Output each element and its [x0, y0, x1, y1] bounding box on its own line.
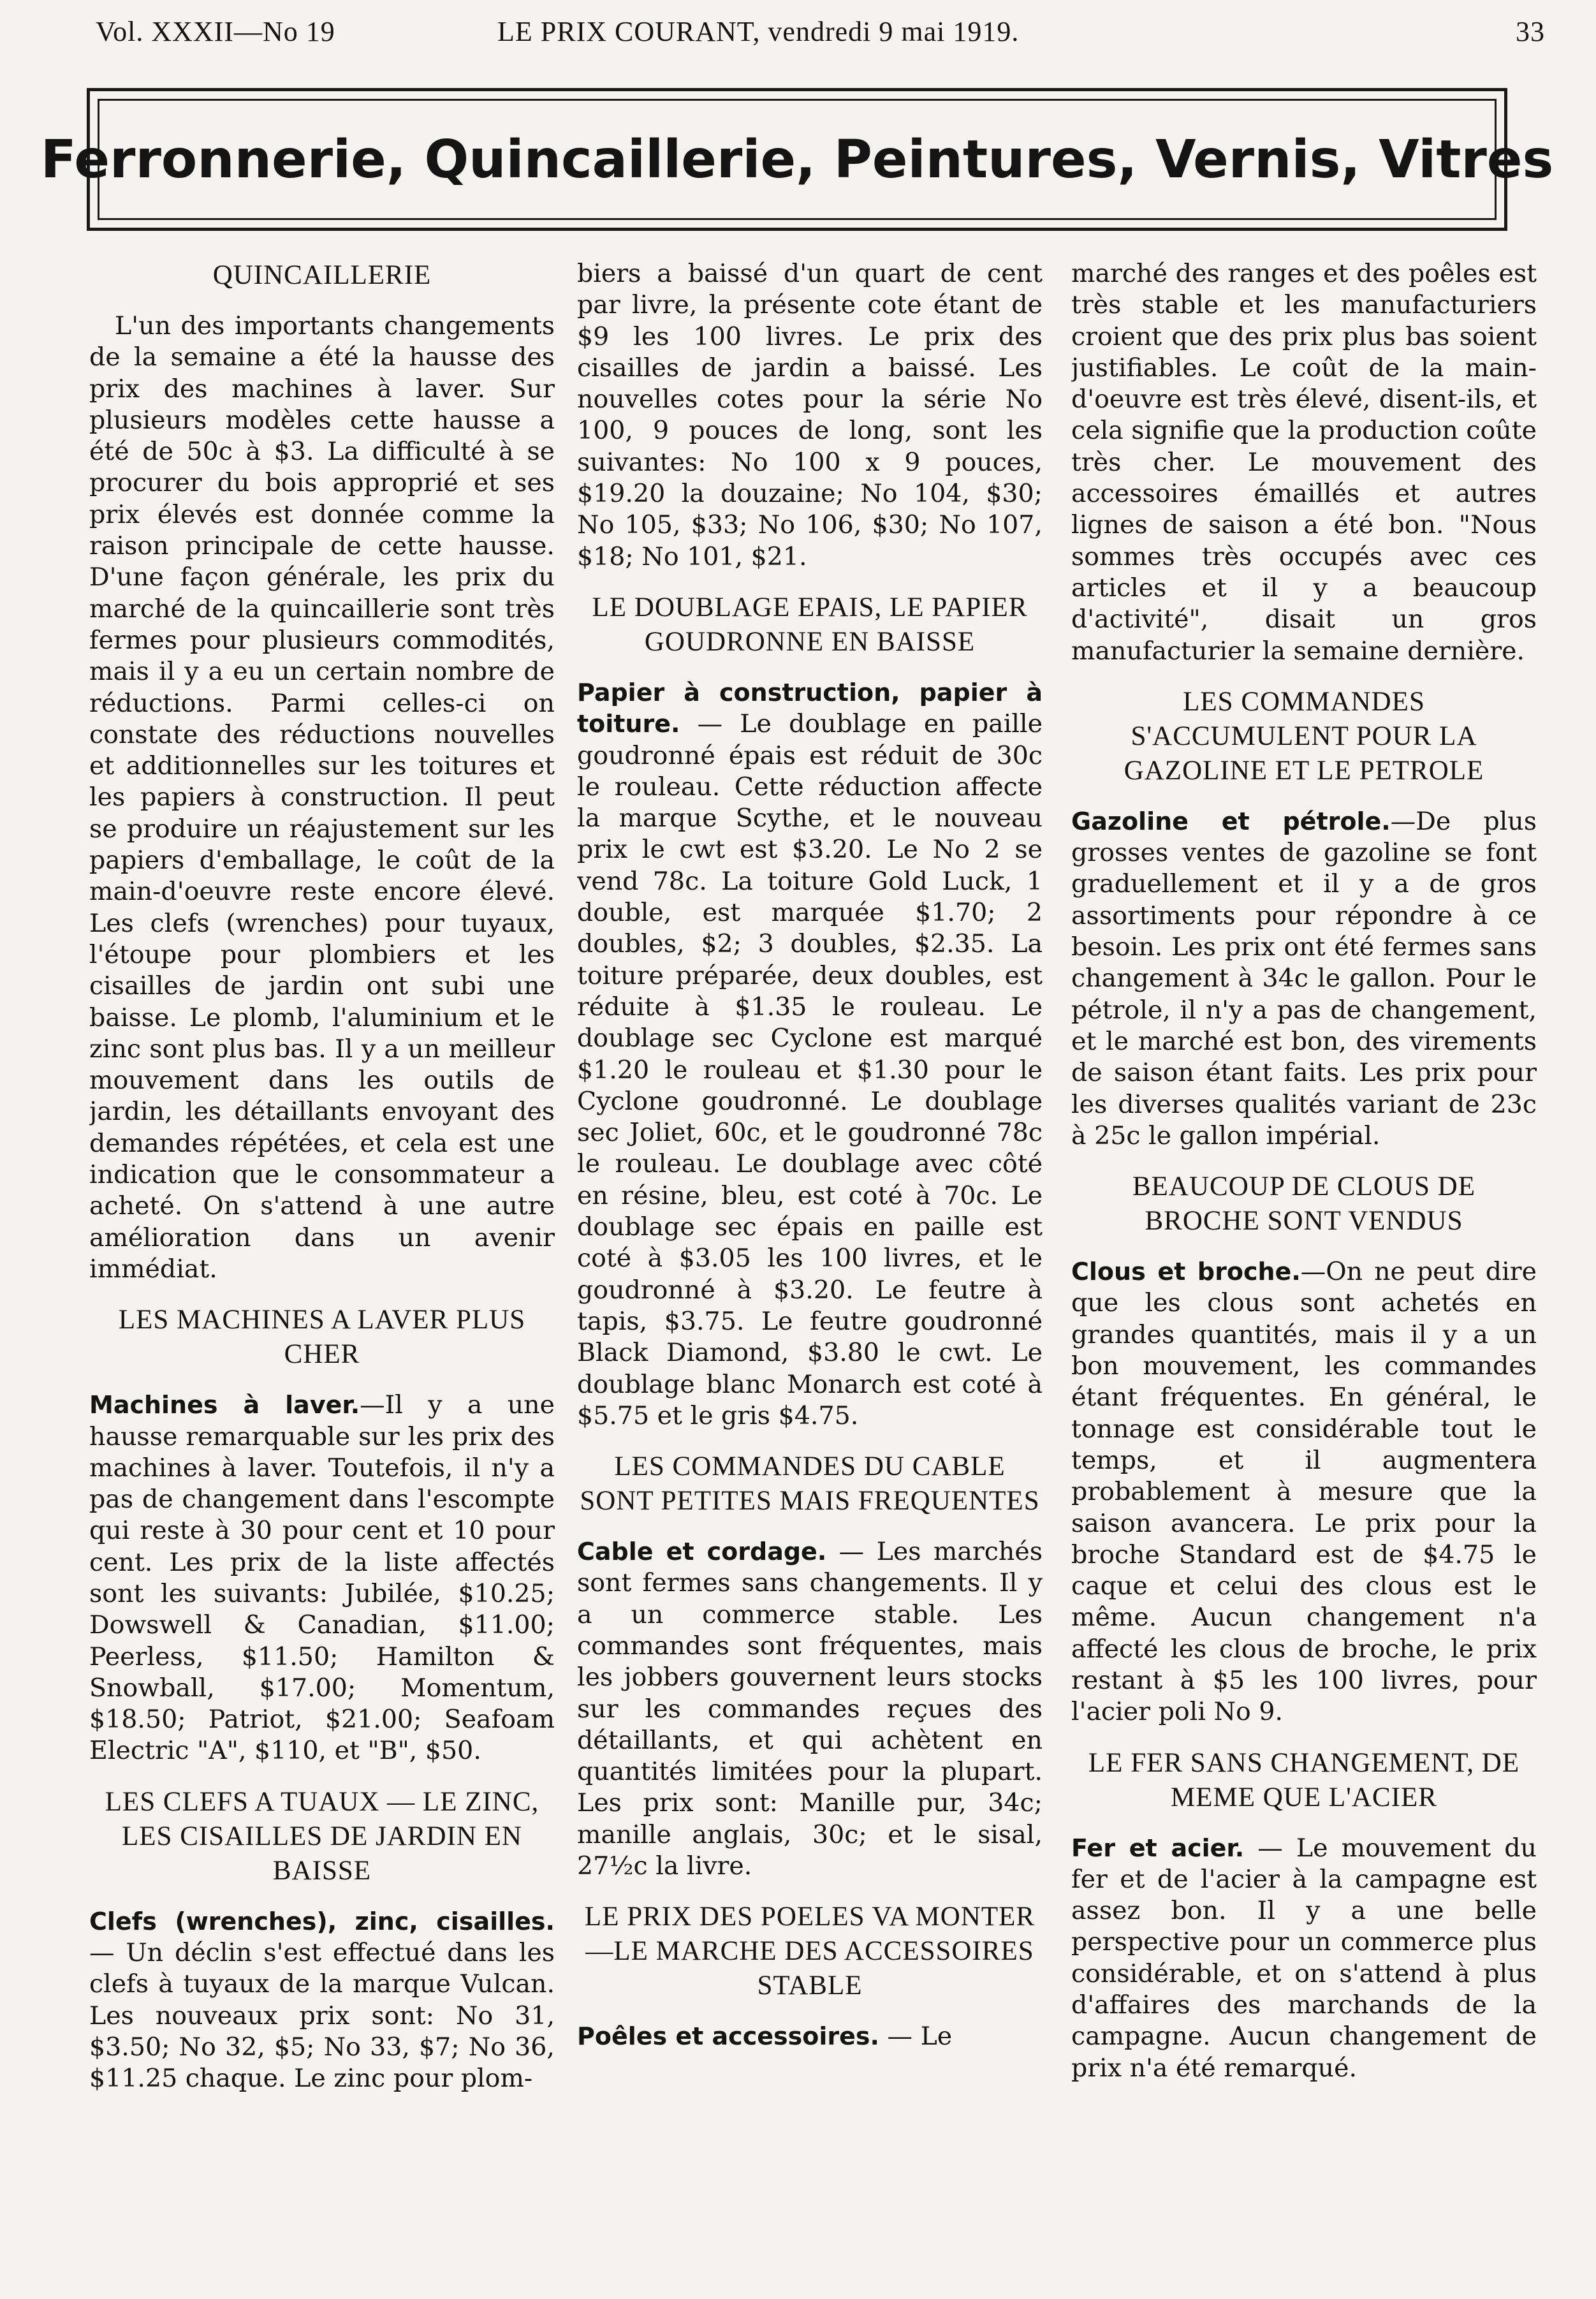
lead-poeles: Poêles et accessoires. [577, 2022, 879, 2051]
lead-machines-a-laver: Machines à laver. [89, 1391, 360, 1420]
heading-cable: LES COMMANDES DU CABLE SONT PETITES MAIS FREQUENTES [580, 1451, 1040, 1517]
paragraph-quincaillerie: L'un des importants changements de la semaine a été la hausse des prix des machines à laver. Sur plusieurs modèles cette hausse a été de 50c à $3. La difficulté à se procurer du bois approprié et ses prix élevés est donnée comme la raison principale de cette hausse. D'une façon générale, les prix du marché de la quincaillerie sont très fermes pour plusieurs commodités, mais il y a eu un certain nombre de réductions. Parmi celles-ci on constate des réductions nouvelles et additionnelles sur les toitures et les papiers à construction. Il peut se produire un réajustement sur les papiers d'emballage, le coût de la main-d'oeuvre reste encore élevé. Les clefs (wrenches) pour tuyaux, l'étoupe pour plombiers et les cisailles de jardin ont subi une baisse. Le plomb, l'aluminium et le zinc sont plus bas. Il y a un meilleur mouvement dans les outils de jardin, les détaillants envoyant des demandes répétées, et cela est une indication que le consommateur a acheté. On s'attend à une autre amélioration dans un avenir immédiat. [89, 311, 555, 1284]
column-3 [1071, 258, 1537, 2210]
paragraph-clefs-zinc [89, 1906, 555, 2095]
column-1 [89, 258, 555, 2210]
text-gazoline: —De plus grosses ventes de gazoline se font graduellement et il y a de gros assortiments pour répondre à ce besoin. Les prix ont été fermes sans changement à 34c le gallon. Pour le pétrole, il n'y a pas de changement, et le marché est bon, des virements de saison étant faits. Les prix pour les diverses qualités variant de 23c à 25c le gallon impérial. [1071, 806, 1537, 1150]
paragraph-fer-acier [1071, 1833, 1537, 2084]
paragraph-zinc-continued: biers a baissé d'un quart de cent par livre, la présente cote étant de $9 les 100 livres. Le prix des cisailles de jardin a baissé. Les nouvelles cotes pour la série No 100, 9 pouces de long, sont les suivantes: No 100 x 9 pouces, $19.20 la douzaine; No 104, $30; No 105, $33; No 106, $30; No 107, $18; No 101, $21. [577, 259, 1043, 571]
paragraph-doublage [577, 677, 1043, 1432]
page-header [96, 11, 1545, 56]
paragraph-poeles [577, 2021, 1043, 2052]
section-title: Ferronnerie, Quincaillerie, Peintures, Vernis, Vitres [40, 129, 1554, 190]
heading-poeles: LE PRIX DES POELES VA MONTER—LE MARCHE DES ACCESSOIRES STABLE [584, 1902, 1036, 2001]
paragraph-gazoline [1071, 806, 1537, 1152]
text-cable: — Les marchés sont fermes sans changements. Il y a un commerce stable. Les commandes sont fréquentes, mais les jobbers gouvernent leurs stocks sur les commandes reçues des détaillants, et qui achètent en quantités limitées pour la plupart. Les prix sont: Manille pur, 34c; manille anglais, 30c; et le sisal, 27½c la livre. [577, 1537, 1043, 1881]
heading-doublage: LE DOUBLAGE EPAIS, LE PAPIER GOUDRONNE EN BAISSE [592, 592, 1028, 657]
lead-fer-acier: Fer et acier. [1071, 1833, 1245, 1862]
lead-clous: Clous et broche. [1071, 1258, 1301, 1286]
text-clous: —On ne peut dire que les clous sont achetés en grandes quantités, mais il y a un bon mouvement, les commandes étant fréquentes. En général, le tonnage est considérable tout le temps, et il augmentera probablement à mesure que la saison avancera. Le prix pour la broche Standard est de $4.75 le caque et celui des clous est le même. Aucun changement n'a affecté les clous de broche, le prix restant à $5 les 100 livres, pour l'acier poli No 9. [1071, 1257, 1537, 1727]
page-number: 33 [1516, 16, 1545, 47]
lead-papier: Papier à construction, papier à toiture. [577, 678, 1043, 738]
volume-number: Vol. XXXII—No 19 [96, 16, 335, 47]
paragraph-poeles-continued: marché des ranges et des poêles est très stable et les manufacturiers croient que des prix plus bas soient justifiables. Le coût de la main-d'oeuvre est très élevé, disent-ils, et cela signifie que la production coûte très cher. Le mouvement des accessoires émaillés et autres lignes de saison a été bon. "Nous sommes très occupés avec ces articles et il y a beaucoup d'activité", disait un gros manufacturier la semaine dernière. [1071, 259, 1537, 666]
text-fer-acier: — Le mouvement du fer et de l'acier à la campagne est assez bon. Il y a une belle perspective pour un commerce plus considérable, et on s'attend à plus d'affaires des marchands de la campagne. Aucun changement de prix n'a été remarqué. [1071, 1833, 1537, 2083]
heading-gazoline: LES COMMANDES S'ACCUMULENT POUR LA GAZOLINE ET LE PETROLE [1124, 686, 1484, 786]
text-machines-a-laver: —Il y a une hausse remarquable sur les prix des machines à laver. Toutefois, il n'y a pas de changement dans l'escompte qui reste à 30 pour cent et 10 pour cent. Les prix de la liste affectés sont les suivants: Jubilée, $10.25; Dowswell & Canadian, $11.00; Peerless, $11.50; Hamilton & Snowball, $17.00; Momentum, $18.50; Patriot, $21.00; Seafoam Electric "A", $110, et "B", $50. [89, 1390, 555, 1766]
text-poeles: — Le [879, 2022, 953, 2052]
paragraph-cable [577, 1536, 1043, 1882]
lead-gazoline: Gazoline et pétrole. [1071, 807, 1391, 835]
column-2 [577, 258, 1043, 2210]
text-doublage: — Le doublage en paille goudronné épais est réduit de 30c le rouleau. Cette réduction affecte la marque Scythe, et le nouveau prix le cwt est $3.20. Le No 2 se vend 78c. La toiture Gold Luck, 1 double, est marquée $1.70; 2 doubles, $2; 3 doubles, $2.35. La toiture préparée, deux doubles, est réduite à $1.35 le rouleau. Le doublage sec Cyclone est marqué $1.20 le rouleau et $1.30 pour le Cyclone goudronné. Le doublage sec Joliet, 60c, et le goudronné 78c le rouleau. Le doublage avec côté en résine, bleu, est coté à 70c. Le doublage sec épais en paille est coté à $3.05 les 100 livres, et le goudronné à $3.20. Le feutre à tapis, $3.75. Le feutre goudronné Black Diamond, $3.80 le cwt. Le doublage blanc Monarch est coté à $5.75 et le gris $4.75. [577, 709, 1043, 1430]
heading-clous: BEAUCOUP DE CLOUS DE BROCHE SONT VENDUS [1132, 1172, 1475, 1237]
lead-cable: Cable et cordage. [577, 1538, 827, 1566]
heading-quincaillerie: QUINCAILLERIE [212, 260, 432, 290]
section-title-inner-frame [40, 99, 1554, 220]
paragraph-clous [1071, 1256, 1537, 1728]
publication-line: LE PRIX COURANT, vendredi 9 mai 1919. [497, 16, 1020, 47]
lead-clefs-zinc: Clefs (wrenches), zinc, cisailles. [89, 1907, 555, 1935]
section-title-box [40, 88, 1554, 231]
heading-clefs-zinc: LES CLEFS A TUAUX — LE ZINC, LES CISAILLES DE JARDIN EN BAISSE [105, 1786, 539, 1886]
heading-fer-acier: LE FER SANS CHANGEMENT, DE MEME QUE L'ACIER [1088, 1747, 1520, 1812]
paragraph-machines-a-laver [89, 1390, 555, 1767]
text-clefs-zinc: — Un déclin s'est effectué dans les clefs à tuyaux de la marque Vulcan. Les nouveaux prix sont: No 31, $3.50; No 32, $5; No 33, $7; No 36, $11.25 chaque. Le zinc pour plom- [89, 1938, 555, 2094]
heading-machines-a-laver: LES MACHINES A LAVER PLUS CHER [118, 1305, 526, 1370]
